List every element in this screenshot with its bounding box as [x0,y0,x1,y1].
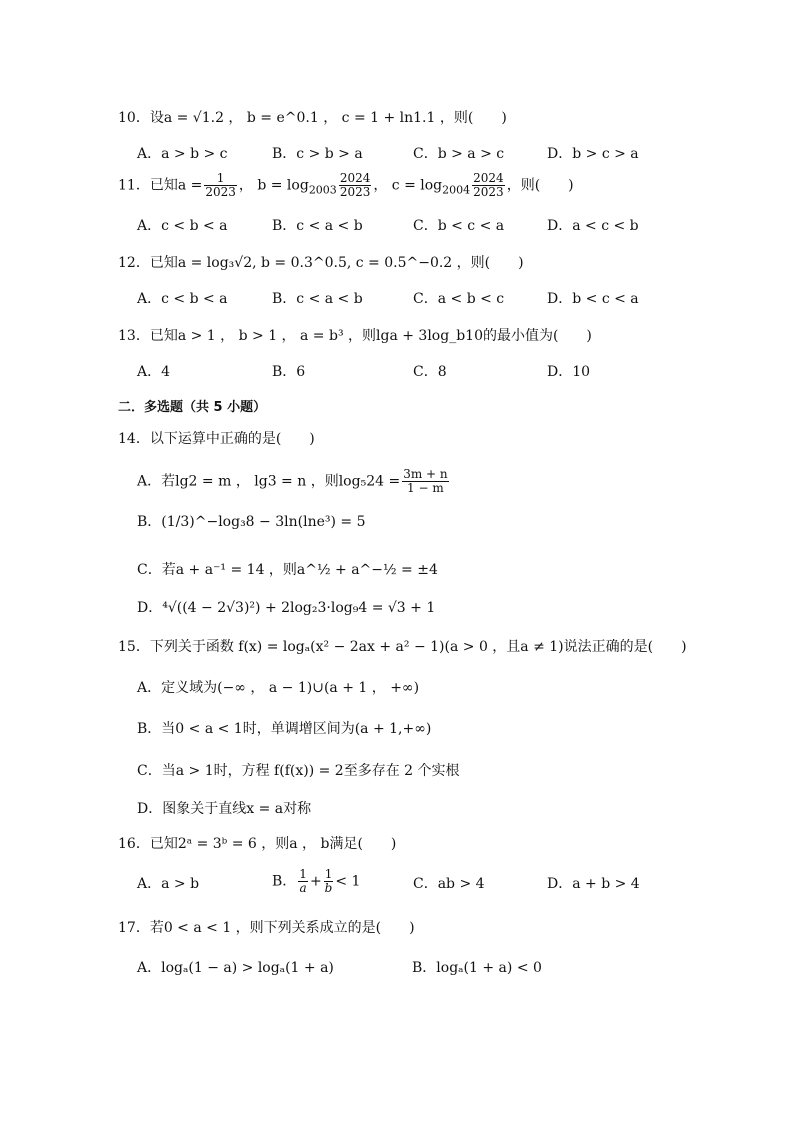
q14-frac: $\frac{3m + n}{1 - m}$ [403,467,448,495]
question-16-stem: 16．已知2ᵃ = 3ᵇ = 6 ，则a ， b满足( ) [118,836,397,852]
question-12-options [0,289,794,313]
question-11-stem: 11．已知a = $\frac{1}{2023}$ ， $b = \log_{2003}$ $\frac{2024}{2023}$ ， $c = \log_{2004}$ $\frac{2024}{2023}$ ，则( ) [118,171,574,199]
option-a: A．c < b < a [137,218,228,234]
question-15-option-b: B．当0 < a < 1时，单调增区间为(a + 1,+∞) [137,721,432,737]
option-c: C．b < c < a [413,218,505,234]
option-b: B．c < a < b [272,218,363,234]
option-d: D．10 [547,364,591,380]
question-10-stem: 10．设a = √1.2 ， b = e^0.1 ， c = 1 + ln1.1 ，则( ) [118,110,507,126]
option-a: A．4 [137,364,171,380]
question-11-options [0,216,794,240]
option-d: D．b < c < a [547,291,639,307]
question-15-option-a: A．定义域为(−∞ ， a − 1)∪(a + 1 ， +∞) [137,680,420,696]
q11-mid2: ， c = log [373,177,443,194]
q16-frac-1b: $\frac{1}{b}$ [324,867,333,895]
question-10-options [0,144,794,168]
question-14-stem: 14．以下运算中正确的是( ) [118,431,315,447]
question-13-options [0,362,794,386]
q11-pre: 11．已知a = [118,177,203,194]
q11-mid1: ， b = log [238,177,309,194]
option-b: B．c < a < b [272,291,363,307]
question-13-stem: 13．已知a > 1 ， b > 1 ， a = b³ ，则lga + 3log_b10的最小值为( ) [118,328,592,344]
question-14-option-d: D．⁴√((4 − 2√3)²) + 2log₂3·log₉4 = √3 + 1 [137,600,436,616]
option-c: C．b > a > c [413,146,505,162]
option-a: A．a > b [137,876,200,892]
option-a: A．logₐ(1 − a) > logₐ(1 + a) [137,960,334,976]
option-c: C．ab > 4 [413,876,485,892]
question-15-stem: 15．下列关于函数 f(x) = logₐ(x² − 2ax + a² − 1)(a > 0 ，且a ≠ 1)说法正确的是( ) [118,639,687,655]
option-b: B．c > b > a [272,146,363,162]
question-15-option-c: C．当a > 1时，方程 f(f(x)) = 2至多存在 2 个实根 [137,763,460,779]
question-14-option-c: C．若a + a⁻¹ = 14 ，则a^½ + a^−½ = ±4 [137,562,438,578]
q16-frac-1a: $\frac{1}{a}$ [299,867,307,895]
question-17-stem: 17．若0 < a < 1 ，则下列关系成立的是( ) [118,920,415,936]
option-c: C．a < b < c [413,291,505,307]
question-14-option-a: A．若lg2 = m ， lg3 = n ，则log₅24 = $\frac{3m + n}{1 - m}$ [137,467,448,495]
question-15-option-d: D．图象关于直线x = a对称 [137,801,312,817]
q11-frac-b: $\frac{2024}{2023}$ [339,171,371,199]
option-b: B．6 [272,364,306,380]
q11-frac-c: $\frac{2024}{2023}$ [473,171,504,199]
section-title-multiple-choice: 二．多选题（共 5 小题） [118,400,267,415]
option-d: D．a < c < b [547,218,639,234]
option-d: D．b > c > a [547,146,639,162]
option-c: C．8 [413,364,447,380]
q11-frac-a: $\frac{1}{2023}$ [205,171,236,199]
option-a: A．c < b < a [137,291,228,307]
option-d: D．a + b > 4 [547,876,640,892]
question-14-option-b: B．(1/3)^−log₃8 − 3ln(lne³) = 5 [137,514,366,530]
question-16-options [0,867,794,898]
option-b: B．logₐ(1 + a) < 0 [412,960,542,976]
q11-post: ，则( ) [506,177,574,194]
option-b: B． $\frac{1}{a}$ + $\frac{1}{b}$ < 1 [272,867,361,895]
option-a: A．a > b > c [137,146,228,162]
question-17-options [0,958,794,982]
question-12-stem: 12．已知a = log₃√2, b = 0.3^0.5, c = 0.5^−0.2 ，则( ) [118,255,524,271]
